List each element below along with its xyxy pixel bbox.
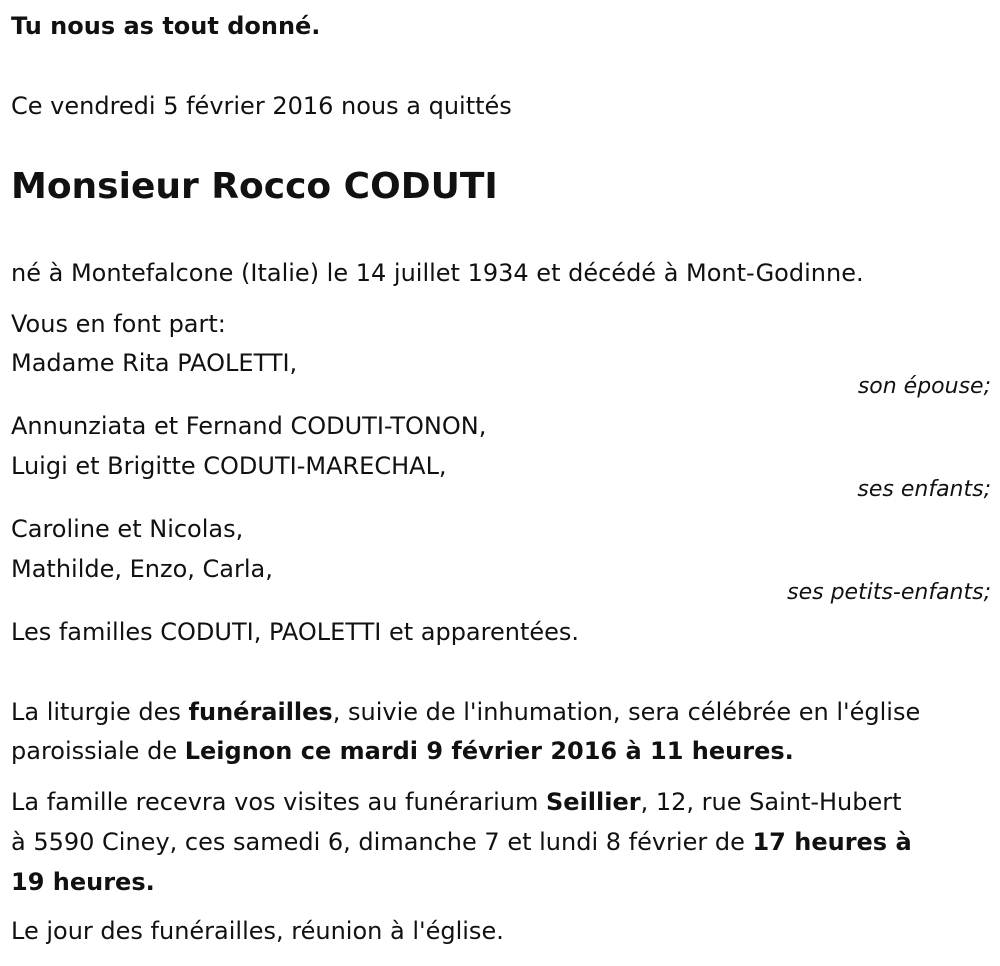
families-line: Les familles CODUTI, PAOLETTI et apparentées. xyxy=(11,618,580,646)
notice-intro: Vous en font part: xyxy=(11,310,226,338)
child-name: Luigi et Brigitte CODUTI-MARECHAL, xyxy=(11,452,447,480)
visits-text: à 5590 Ciney, ces samedi 6, dimanche 7 et lundi 8 février de xyxy=(11,828,753,856)
liturgy-place-date: Leignon ce mardi 9 février 2016 à 11 heures. xyxy=(184,737,794,765)
visits-line-2 xyxy=(11,828,912,856)
liturgy-text: paroissiale de xyxy=(11,737,185,765)
children-role: ses enfants; xyxy=(857,477,991,502)
visits-text: , 12, rue Saint-Hubert xyxy=(640,788,902,816)
spouse-role: son épouse; xyxy=(857,374,991,399)
birth-death-details: né à Montefalcone (Italie) le 14 juillet 1934 et décédé à Mont-Godinne. xyxy=(11,259,864,287)
announcement: Ce vendredi 5 février 2016 nous a quittés xyxy=(11,92,512,120)
liturgy-emphasis: funérailles xyxy=(188,698,333,726)
child-name: Annunziata et Fernand CODUTI-TONON, xyxy=(11,412,487,440)
spouse-name: Madame Rita PAOLETTI, xyxy=(11,349,298,377)
visits-hours: 17 heures à xyxy=(752,828,912,856)
visits-line-1 xyxy=(11,788,902,816)
liturgy-text: La liturgie des xyxy=(11,698,189,726)
funeral-home-name: Seillier xyxy=(546,788,641,816)
visits-hours-end: 19 heures. xyxy=(11,868,155,896)
liturgy-line-2 xyxy=(11,737,794,765)
visits-text: La famille recevra vos visites au funérarium xyxy=(11,788,546,816)
liturgy-line-1 xyxy=(11,698,920,726)
liturgy-text: , suivie de l'inhumation, sera célébrée en l'église xyxy=(332,698,921,726)
grandchild-name: Caroline et Nicolas, xyxy=(11,515,244,543)
heading: Tu nous as tout donné. xyxy=(11,12,321,40)
reunion-line: Le jour des funérailles, réunion à l'église. xyxy=(11,917,504,945)
grandchild-name: Mathilde, Enzo, Carla, xyxy=(11,555,273,583)
deceased-name: Monsieur Rocco CODUTI xyxy=(11,166,498,207)
grandchildren-role: ses petits-enfants; xyxy=(787,580,991,605)
